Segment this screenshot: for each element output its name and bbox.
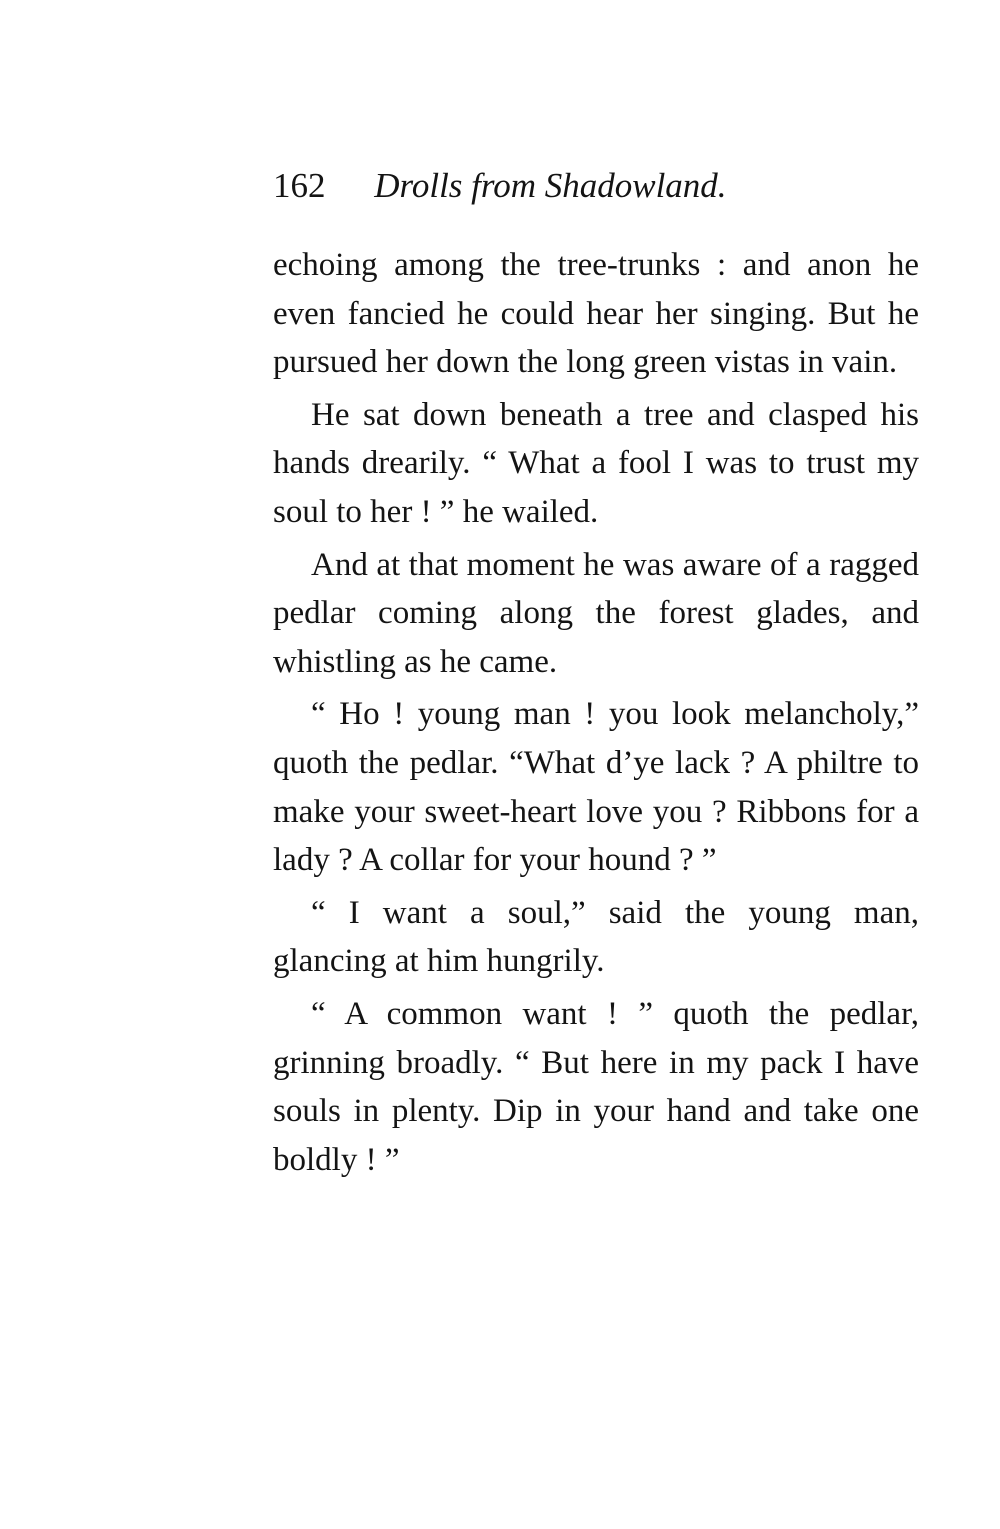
paragraph: “ A common want ! ” quoth the pedlar, grinning broadly. “ But here in my pack I have souls in plenty. Dip in your hand and take one boldly ! ” <box>273 995 919 1178</box>
book-title: Drolls from Shadowland. <box>374 166 727 205</box>
paragraph: He sat down beneath a tree and clasped his hands drearily. “ What a fool I was to trust my soul to her ! ” he wailed. <box>273 396 919 530</box>
page-number: 162 <box>273 166 326 205</box>
body-text <box>273 241 919 1184</box>
paragraph: “ I want a soul,” said the young man, glancing at him hungrily. <box>273 894 919 980</box>
paragraph-continued: echoing among the tree-trunks : and anon he even fancied he could hear her singing. But he pursued her down the long green vistas in vain. <box>273 247 919 381</box>
running-head <box>273 160 919 212</box>
paragraph: And at that moment he was aware of a ragged pedlar coming along the forest glades, and whistling as he came. <box>273 546 919 680</box>
book-page <box>273 160 919 1184</box>
paragraph: “ Ho ! young man ! you look melancholy,” quoth the pedlar. “What d’ye lack ? A philtre to make your sweet-heart love you ? Ribbons for a lady ? A collar for your hound ? ” <box>273 696 919 879</box>
